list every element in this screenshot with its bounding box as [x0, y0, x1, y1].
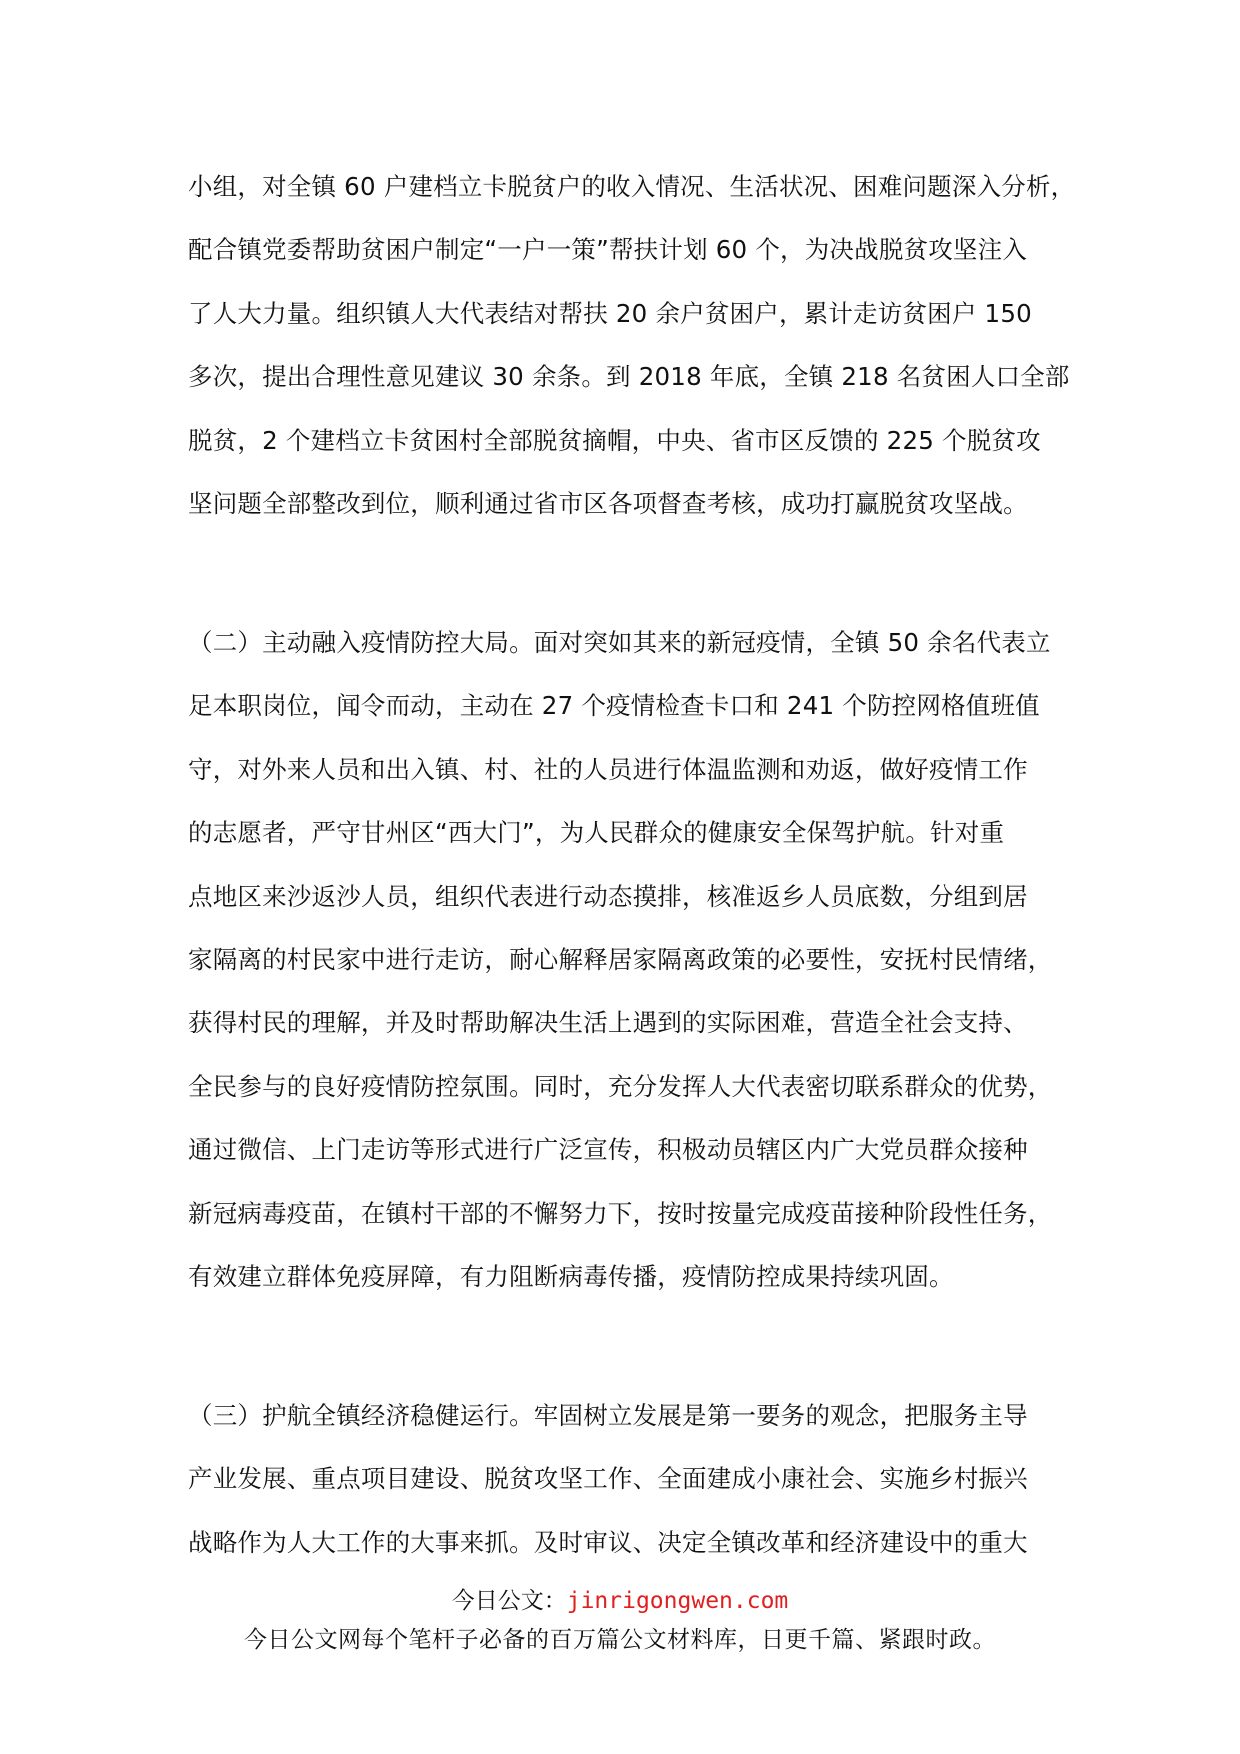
text-line: 配合镇党委帮助贫困户制定“一户一策”帮扶计划 60 个，为决战脱贫攻坚注入 — [188, 235, 1028, 265]
text-line: 通过微信、上门走访等形式进行广泛宣传，积极动员辖区内广大党员群众接种 — [188, 1135, 1028, 1165]
text-line: 家隔离的村民家中进行走访，耐心解释居家隔离政策的必要性，安抚村民情绪， — [188, 944, 1053, 974]
paragraph-1 — [188, 155, 1076, 535]
text-line: 的志愿者，严守甘州区“西大门”，为人民群众的健康安全保驾护航。针对重 — [188, 818, 1005, 848]
footer-source — [0, 1582, 1240, 1615]
text-line: 脱贫，2 个建档立卡贫困村全部脱贫摘帽，中央、省市区反馈的 225 个脱贫攻 — [188, 425, 1041, 455]
footer-tagline: 今日公文网每个笔杆子必备的百万篇公文材料库，日更千篇、紧跟时政。 — [244, 1627, 996, 1653]
text-line: （三）护航全镇经济稳健运行。牢固树立发展是第一要务的观念，把服务主导 — [188, 1401, 1028, 1430]
text-line: 足本职岗位，闻令而动，主动在 27 个疫情检查卡口和 241 个防控网格值班值 — [188, 691, 1040, 721]
text-line: （二）主动融入疫情防控大局。面对突如其来的新冠疫情，全镇 50 余名代表立 — [188, 628, 1051, 657]
text-line: 获得村民的理解，并及时帮助解决生活上遇到的实际困难，营造全社会支持、 — [188, 1008, 1028, 1038]
text-line: 点地区来沙返沙人员，组织代表进行动态摸排，核准返乡人员底数，分组到居 — [188, 881, 1028, 911]
paragraph-3 — [188, 1384, 1060, 1574]
text-line: 有效建立群体免疫屏障，有力阻断病毒传播，疫情防控成果持续巩固。 — [188, 1261, 954, 1291]
text-line: 新冠病毒疫苗，在镇村干部的不懈努力下，按时按量完成疫苗接种阶段性任务， — [188, 1198, 1053, 1228]
footer-label: 今日公文： — [451, 1588, 567, 1614]
text-line: 全民参与的良好疫情防控氛围。同时，充分发挥人大代表密切联系群众的优势， — [188, 1071, 1053, 1101]
paragraph-2 — [188, 611, 1060, 1308]
text-line: 战略作为人大工作的大事来抓。及时审议、决定全镇改革和经济建设中的重大 — [188, 1527, 1028, 1557]
text-line: 守，对外来人员和出入镇、村、社的人员进行体温监测和劝返，做好疫情工作 — [188, 754, 1028, 784]
text-line: 产业发展、重点项目建设、脱贫攻坚工作、全面建成小康社会、实施乡村振兴 — [188, 1464, 1028, 1494]
text-line: 了人大力量。组织镇人大代表结对帮扶 20 余户贫困户，累计走访贫困户 150 — [188, 298, 1032, 328]
text-line: 坚问题全部整改到位，顺利通过省市区各项督查考核，成功打赢脱贫攻坚战。 — [188, 488, 1028, 518]
text-line: 小组，对全镇 60 户建档立卡脱贫户的收入情况、生活状况、困难问题深入分析， — [188, 172, 1076, 201]
text-line: 多次，提出合理性意见建议 30 余条。到 2018 年底，全镇 218 名贫困人口全部 — [188, 362, 1070, 392]
footer-url-link[interactable]: jinrigongwen.com — [566, 1588, 789, 1614]
